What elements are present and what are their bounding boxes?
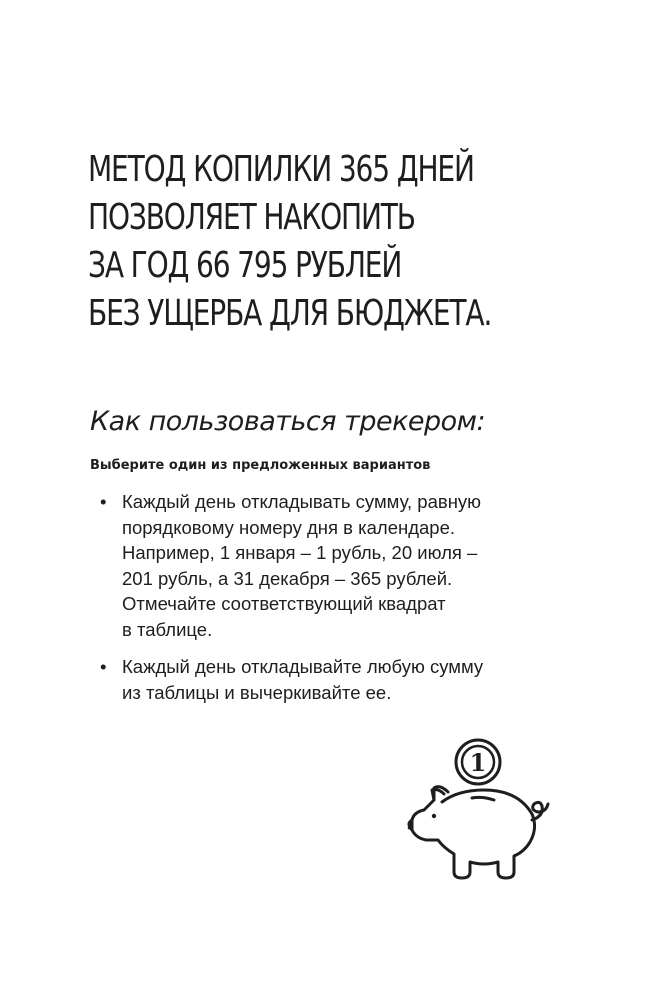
bullet-icon: • xyxy=(100,656,107,677)
option-item xyxy=(100,654,580,705)
piggy-bank-icon xyxy=(398,732,558,892)
coin-label: 1 xyxy=(469,748,487,777)
section-title: Как пользоваться трекером: xyxy=(90,406,486,437)
headline-line: МЕТОД КОПИЛКИ 365 ДНЕЙ xyxy=(88,149,474,190)
headline xyxy=(88,146,608,338)
option-item xyxy=(100,489,580,642)
headline-line: ПОЗВОЛЯЕТ НАКОПИТЬ xyxy=(88,197,415,238)
coin-icon xyxy=(456,740,500,784)
options-list xyxy=(100,489,580,705)
option-text: Каждый день откладывайте любую сумму из таблицы и вычеркивайте ее. xyxy=(122,656,484,703)
bullet-icon: • xyxy=(100,491,107,512)
option-text: Каждый день откладывать сумму, равную порядковому номеру дня в календаре. Например, 1 января – 1 рубль, 20 июля – 201 рубль, а 31 декабря – 365 рублей. Отмечайте соответствующий квадрат в таблице. xyxy=(122,491,482,640)
headline-line: ЗА ГОД 66 795 РУБЛЕЙ xyxy=(88,245,402,286)
instruction-text: Выберите один из предложенных вариантов xyxy=(90,458,431,473)
headline-line: БЕЗ УЩЕРБА ДЛЯ БЮДЖЕТА. xyxy=(88,293,492,334)
